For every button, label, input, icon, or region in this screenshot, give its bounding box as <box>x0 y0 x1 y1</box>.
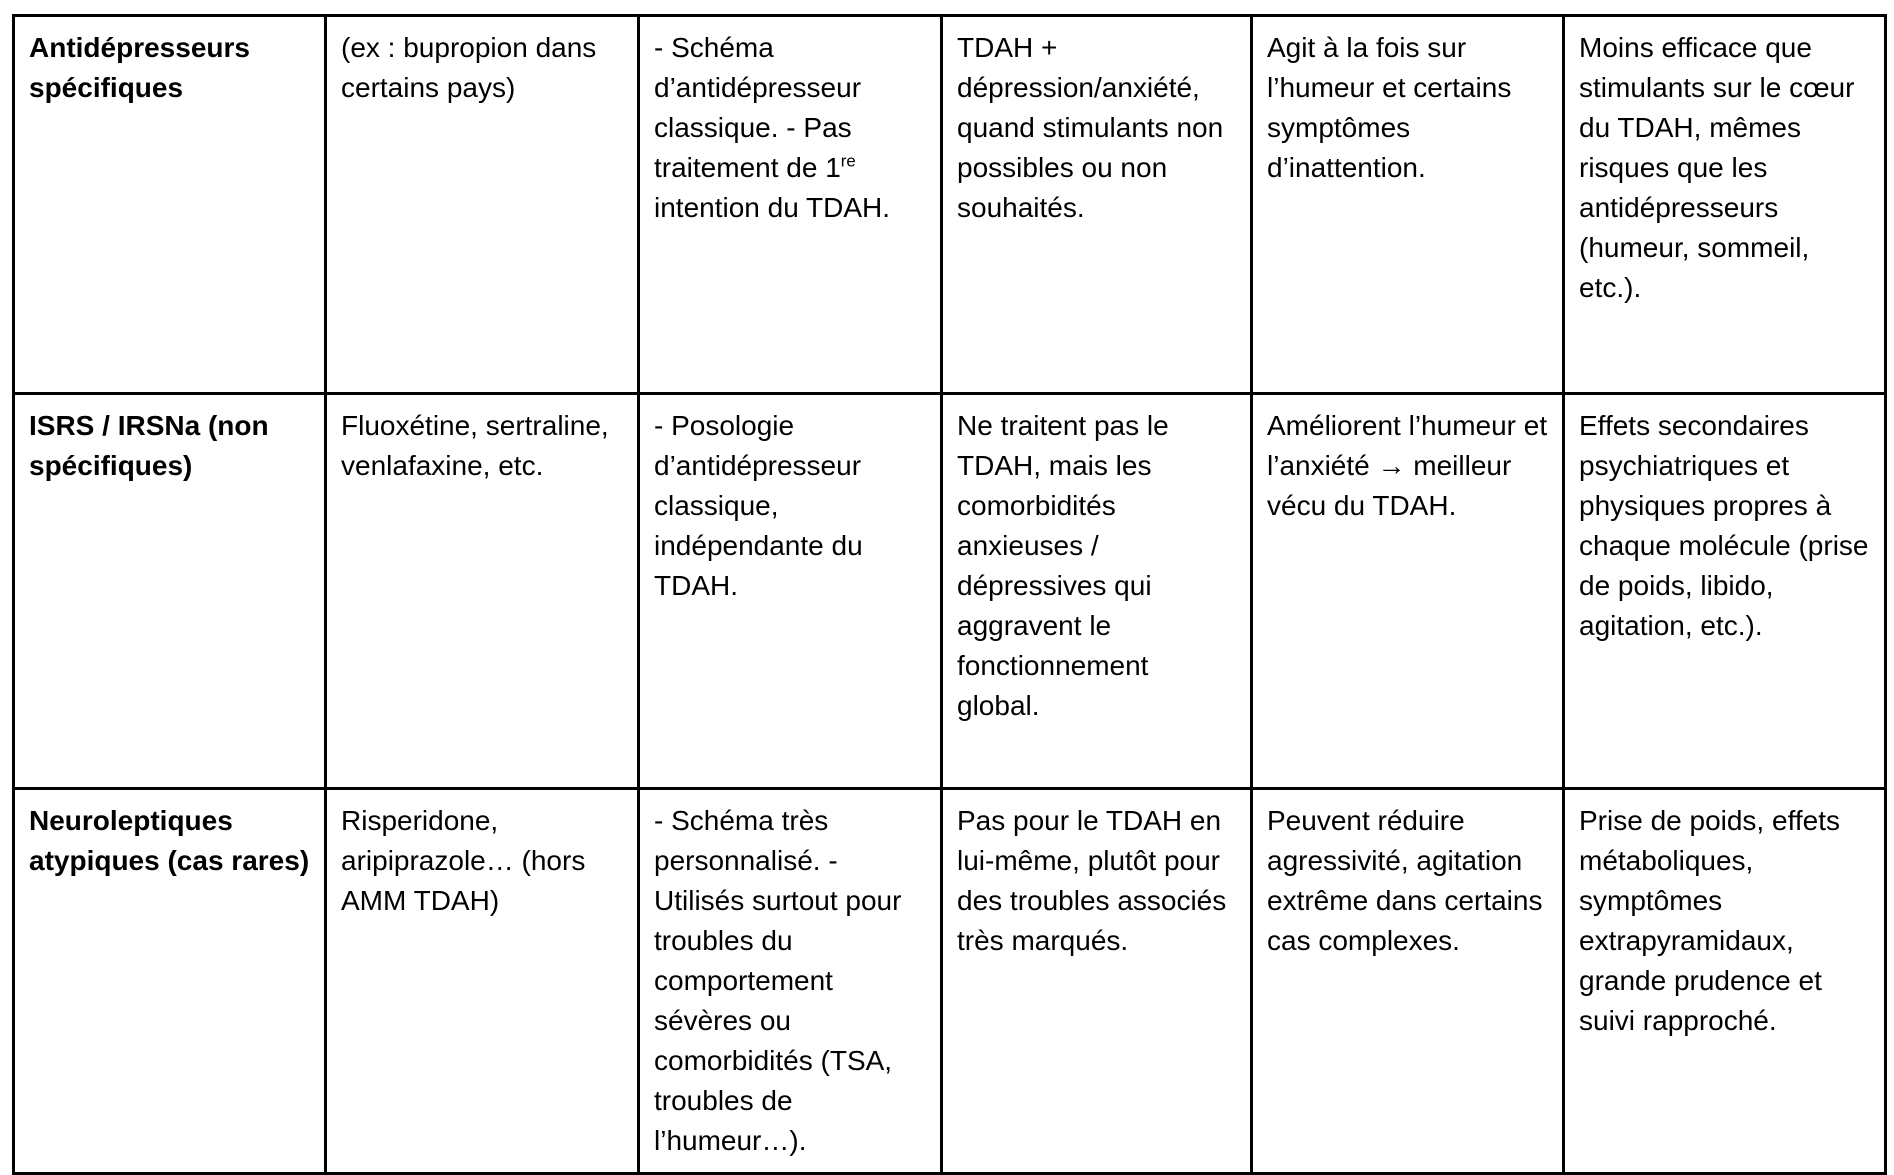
cell-examples: Risperidone, aripiprazole… (hors AMM TDAH) <box>326 789 639 1174</box>
posologie-text: - Schéma d’antidépresseur classique. - Pas traitement de 1 <box>654 32 862 183</box>
cell-posologie <box>639 394 942 789</box>
table-row <box>14 16 1886 394</box>
cell-limites: Effets secondaires psychiatriques et physiques propres à chaque molécule (prise de poids, libido, agitation, etc.). <box>1564 394 1886 789</box>
cell-effets: Améliorent l’humeur et l’anxiété → meilleur vécu du TDAH. <box>1252 394 1564 789</box>
table-row <box>14 789 1886 1174</box>
cell-posologie <box>639 789 942 1174</box>
cell-examples: Fluoxétine, sertraline, venlafaxine, etc. <box>326 394 639 789</box>
cell-posologie <box>639 16 942 394</box>
posologie-text-suite: intention du TDAH. <box>654 192 891 223</box>
ordinal-superscript: re <box>840 151 856 171</box>
cell-limites: Moins efficace que stimulants sur le cœur du TDAH, mêmes risques que les antidépresseurs (humeur, sommeil, etc.). <box>1564 16 1886 394</box>
cell-indication: Ne traitent pas le TDAH, mais les comorbidités anxieuses / dépressives qui aggravent le fonctionnement global. <box>942 394 1252 789</box>
cell-examples: (ex : bupropion dans certains pays) <box>326 16 639 394</box>
cell-indication: Pas pour le TDAH en lui-même, plutôt pour des troubles associés très marqués. <box>942 789 1252 1174</box>
cell-limites: Prise de poids, effets métaboliques, symptômes extrapyramidaux, grande prudence et suivi rapproché. <box>1564 789 1886 1174</box>
table-row <box>14 394 1886 789</box>
cell-category: ISRS / IRSNa (non spécifiques) <box>14 394 326 789</box>
cell-indication: TDAH + dépression/anxiété, quand stimulants non possibles ou non souhaités. <box>942 16 1252 394</box>
cell-effets: Peuvent réduire agressivité, agitation extrême dans certains cas complexes. <box>1252 789 1564 1174</box>
cell-category: Antidépresseurs spécifiques <box>14 16 326 394</box>
posologie-text: - Posologie d’antidépresseur classique, indépendante du TDAH. <box>654 410 863 601</box>
cell-category: Neuroleptiques atypiques (cas rares) <box>14 789 326 1174</box>
posologie-text: - Schéma très personnalisé. - Utilisés surtout pour troubles du comportement sévères ou comorbidités (TSA, troubles de l’humeur…). <box>654 805 902 1156</box>
cell-effets: Agit à la fois sur l’humeur et certains symptômes d’inattention. <box>1252 16 1564 394</box>
medication-table <box>12 14 1887 1175</box>
